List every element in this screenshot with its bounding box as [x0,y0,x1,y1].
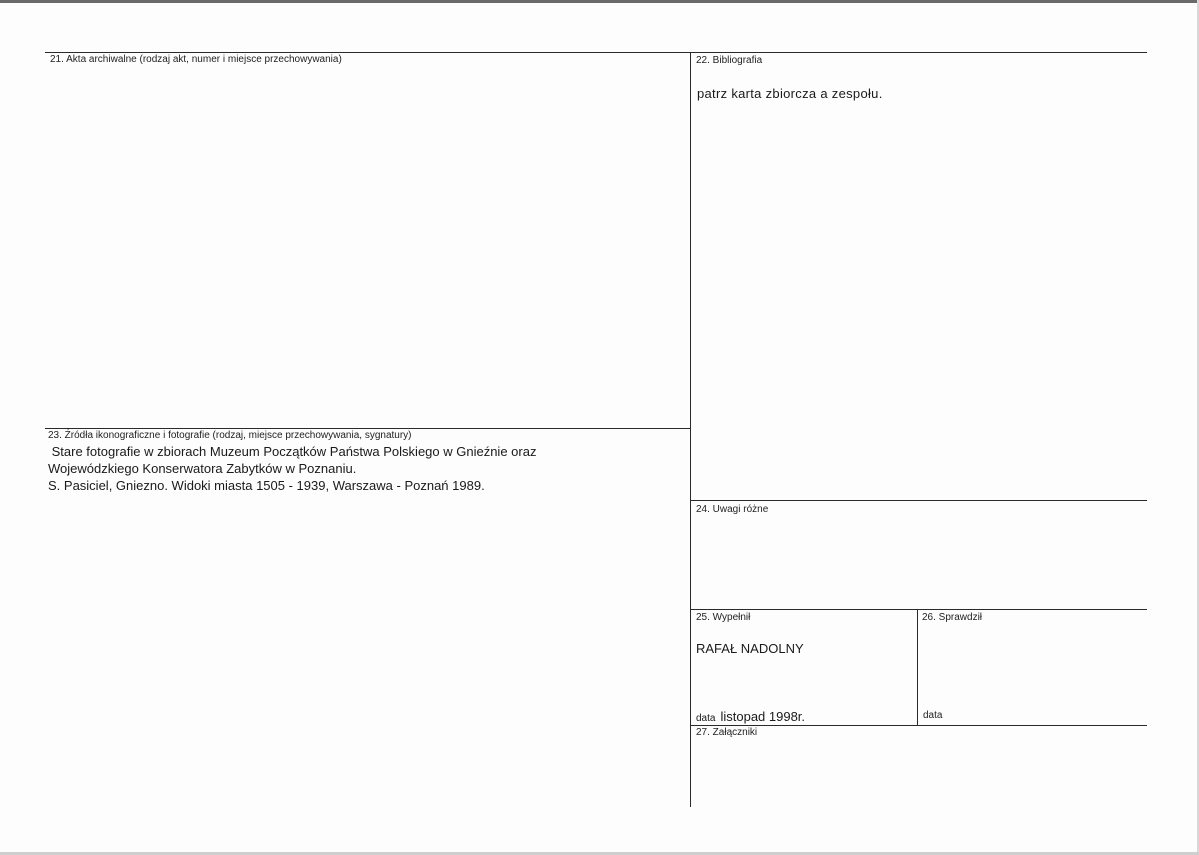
field-22-label: 22. Bibliografia [696,55,763,66]
field-26-date-label: data [923,710,943,721]
section-26-divider [917,609,918,725]
section-24-rule [690,500,1147,501]
field-22-value: patrz karta zbiorcza a zespołu. [697,86,883,101]
field-26-label: 26. Sprawdził [922,612,983,623]
field-23-line-1: Stare fotografie w zbiorach Muzeum Początków Państwa Polskiego w Gnieźnie oraz [48,444,537,459]
field-25-date-label: data [696,713,716,724]
section-23-rule [45,428,690,429]
field-25-date-value: listopad 1998r. [720,709,806,724]
field-25-value: RAFAŁ NADOLNY [696,641,804,656]
field-24-label: 24. Uwagi różne [696,504,769,515]
center-divider [690,52,691,807]
field-23-line-3: S. Pasiciel, Gniezno. Widoki miasta 1505 - 1939, Warszawa - Poznań 1989. [48,478,485,493]
field-23-line-2: Wojewódzkiego Konserwatora Zabytków w Poznaniu. [48,461,357,476]
field-23-label: 23. Źródła ikonograficzne i fotografie (rodzaj, miejsce przechowywania, sygnatury) [48,430,412,441]
section-25-rule [690,609,1147,610]
field-21-label: 21. Akta archiwalne (rodzaj akt, numer i miejsce przechowywania) [50,54,342,65]
top-rule [45,52,1147,53]
field-27-label: 27. Załączniki [696,727,758,738]
scan-top-edge [0,0,1199,3]
field-25-label: 25. Wypełnił [696,612,751,623]
field-25-date [696,708,805,726]
